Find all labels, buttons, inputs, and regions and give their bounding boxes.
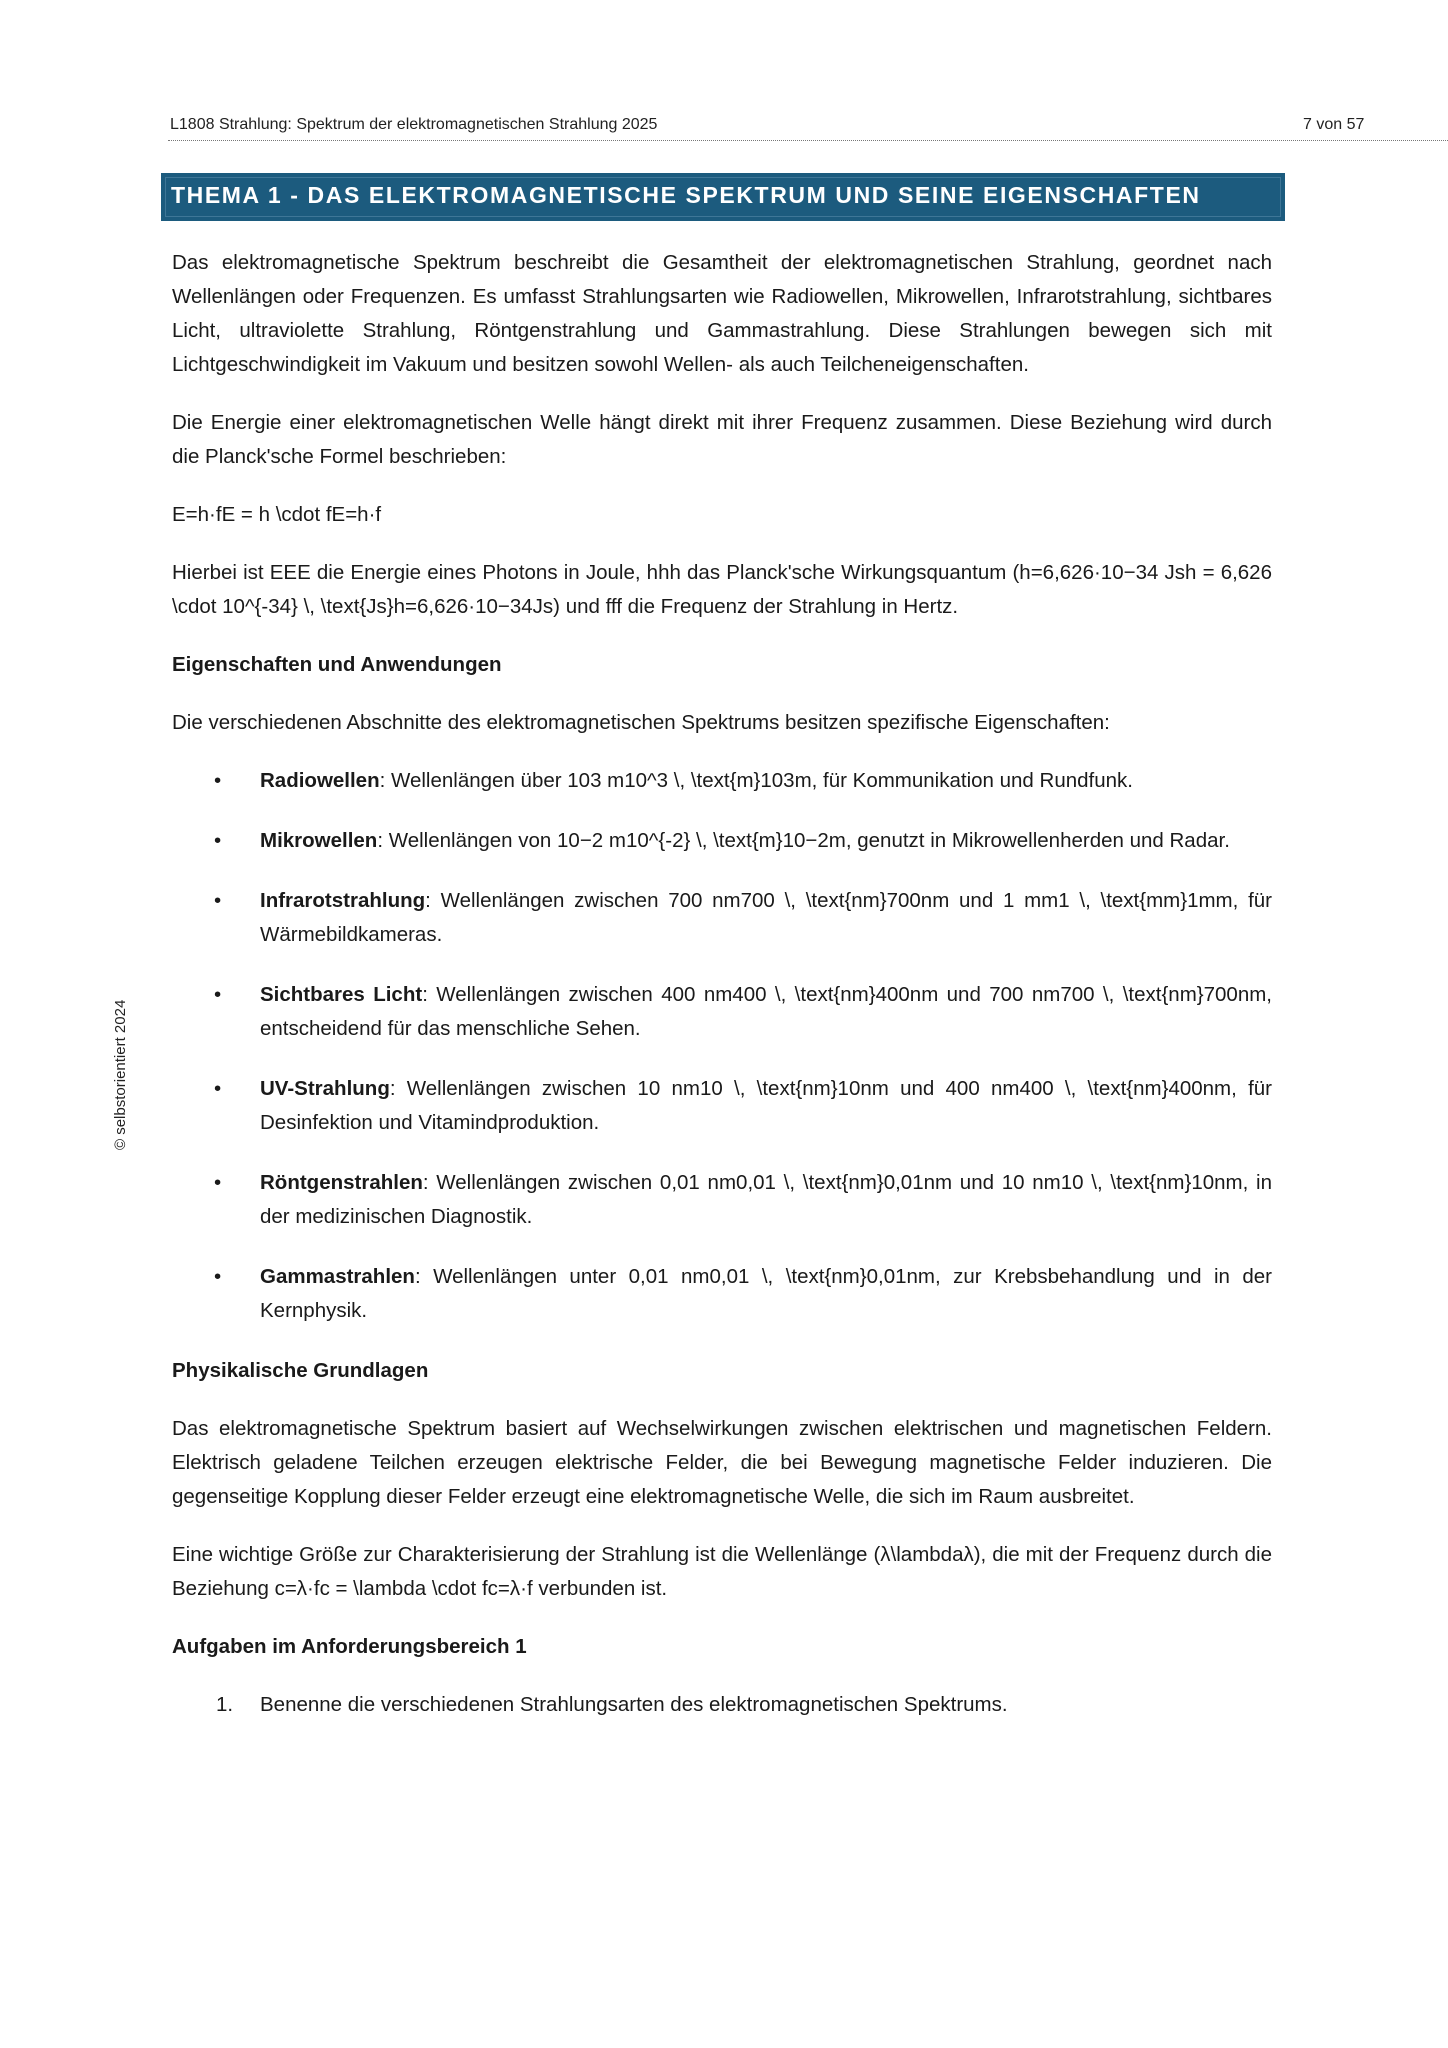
list-item-visible: [172, 978, 1272, 1046]
item-term: UV-Strahlung: [260, 1077, 390, 1100]
list-item-uv: [172, 1072, 1272, 1140]
explanation-paragraph: Hierbei ist EEE die Energie eines Photons in Joule, hhh das Planck'sche Wirkungsquantum (h=6,626·10−34 Jsh = 6,626 \cdot 10^{-34} \, \text{Js}h=6,626·10−34Js) und fff die Frequenz der Strahlung in Hertz.: [172, 561, 1272, 618]
bullet-icon: •: [214, 829, 222, 852]
task-text: Benenne die verschiedenen Strahlungsarten des elektromagnetischen Spektrums.: [260, 1693, 1008, 1716]
bullet-icon: •: [214, 1265, 222, 1288]
task-number: 1.: [216, 1693, 234, 1716]
item-text: : Wellenlängen über 103 m10^3 \, \text{m}103m, für Kommunikation und Rundfunk.: [379, 769, 1133, 792]
item-term: Sichtbares Licht: [260, 983, 423, 1006]
task-item: [172, 1688, 1272, 1722]
topic-title: THEMA 1 - DAS ELEKTROMAGNETISCHE SPEKTRUM UND SEINE EIGENSCHAFTEN: [171, 182, 1201, 208]
page-number: 7 von 57: [1303, 116, 1365, 133]
item-term: Gammastrahlen: [260, 1265, 415, 1288]
bullet-icon: •: [214, 1077, 222, 1100]
list-item-infrared: [172, 884, 1272, 952]
item-text: : Wellenlängen zwischen 400 nm400 \, \text{nm}400nm und 700 nm700 \, \text{nm}700nm, entscheidend für das menschliche Sehen.: [260, 983, 1272, 1040]
item-text: : Wellenlängen von 10−2 m10^{-2} \, \text{m}10−2m, genutzt in Mikrowellenherden und Radar.: [377, 829, 1230, 852]
item-text: : Wellenlängen zwischen 0,01 nm0,01 \, \text{nm}0,01nm und 10 nm10 \, \text{nm}10nm, in der medizinischen Diagnostik.: [260, 1171, 1272, 1228]
intro-paragraph: Das elektromagnetische Spektrum beschreibt die Gesamtheit der elektromagnetischen Strahlung, geordnet nach Wellenlängen oder Frequenzen. Es umfasst Strahlungsarten wie Radiowellen, Mikrowellen, Infrarotstrahlung, sichtbares Licht, ultraviolette Strahlung, Röntgenstrahlung und Gammastrahlung. Diese Strahlungen bewegen sich mit Lichtgeschwindigkeit im Vakuum und besitzen sowohl Wellen- als auch Teilcheneigenschaften.: [172, 251, 1272, 376]
copyright-note: © selbstorientiert 2024: [112, 999, 129, 1150]
page-header: [170, 114, 1448, 142]
planck-formula: E=h·fE = h \cdot fE=h·f: [172, 503, 382, 526]
bullet-icon: •: [214, 1171, 222, 1194]
task-list: [172, 1688, 1272, 1722]
item-text: : Wellenlängen zwischen 700 nm700 \, \text{nm}700nm und 1 mm1 \, \text{mm}1mm, für Wärmebildkameras.: [260, 889, 1272, 946]
physics-paragraph-1: Das elektromagnetische Spektrum basiert auf Wechselwirkungen zwischen elektrischen und magnetischen Feldern. Elektrisch geladene Teilchen erzeugen elektrische Felder, die bei Bewegung magnetische Felder induzieren. Die gegenseitige Kopplung dieser Felder erzeugt eine elektromagnetische Welle, die sich im Raum ausbreitet.: [172, 1417, 1272, 1508]
item-term: Röntgenstrahlen: [260, 1171, 423, 1194]
bullet-icon: •: [214, 889, 222, 912]
item-term: Mikrowellen: [260, 829, 378, 852]
item-text: : Wellenlängen zwischen 10 nm10 \, \text{nm}10nm und 400 nm400 \, \text{nm}400nm, für Desinfektion und Vitamindproduktion.: [260, 1077, 1272, 1134]
bullet-icon: •: [214, 983, 222, 1006]
item-text: : Wellenlängen unter 0,01 nm0,01 \, \text{nm}0,01nm, zur Krebsbehandlung und in der Kernphysik.: [260, 1265, 1272, 1322]
document-body: [172, 246, 1272, 1722]
list-item-xray: [172, 1166, 1272, 1234]
item-term: Radiowellen: [260, 769, 380, 792]
physics-paragraph-2: Eine wichtige Größe zur Charakterisierung der Strahlung ist die Wellenlänge (λ\lambdaλ), die mit der Frequenz durch die Beziehung c=λ·fc = \lambda \cdot fc=λ·f verbunden ist.: [172, 1543, 1272, 1600]
heading-physics: Physikalische Grundlagen: [172, 1359, 429, 1382]
heading-tasks: Aufgaben im Anforderungsbereich 1: [172, 1635, 527, 1658]
header-divider: [168, 140, 1448, 141]
document-title: L1808 Strahlung: Spektrum der elektromagnetischen Strahlung 2025: [170, 116, 658, 133]
list-item-radio: [172, 764, 1272, 798]
properties-intro: Die verschiedenen Abschnitte des elektromagnetischen Spektrums besitzen spezifische Eigenschaften:: [172, 711, 1110, 734]
list-item-gamma: [172, 1260, 1272, 1328]
list-item-microwave: [172, 824, 1272, 858]
item-term: Infrarotstrahlung: [260, 889, 426, 912]
bullet-icon: •: [214, 769, 222, 792]
topic-banner: [161, 173, 1285, 221]
energy-paragraph: Die Energie einer elektromagnetischen Welle hängt direkt mit ihrer Frequenz zusammen. Diese Beziehung wird durch die Planck'sche Formel beschrieben:: [172, 411, 1272, 468]
spectrum-list: [172, 764, 1272, 1328]
heading-properties: Eigenschaften und Anwendungen: [172, 653, 502, 676]
